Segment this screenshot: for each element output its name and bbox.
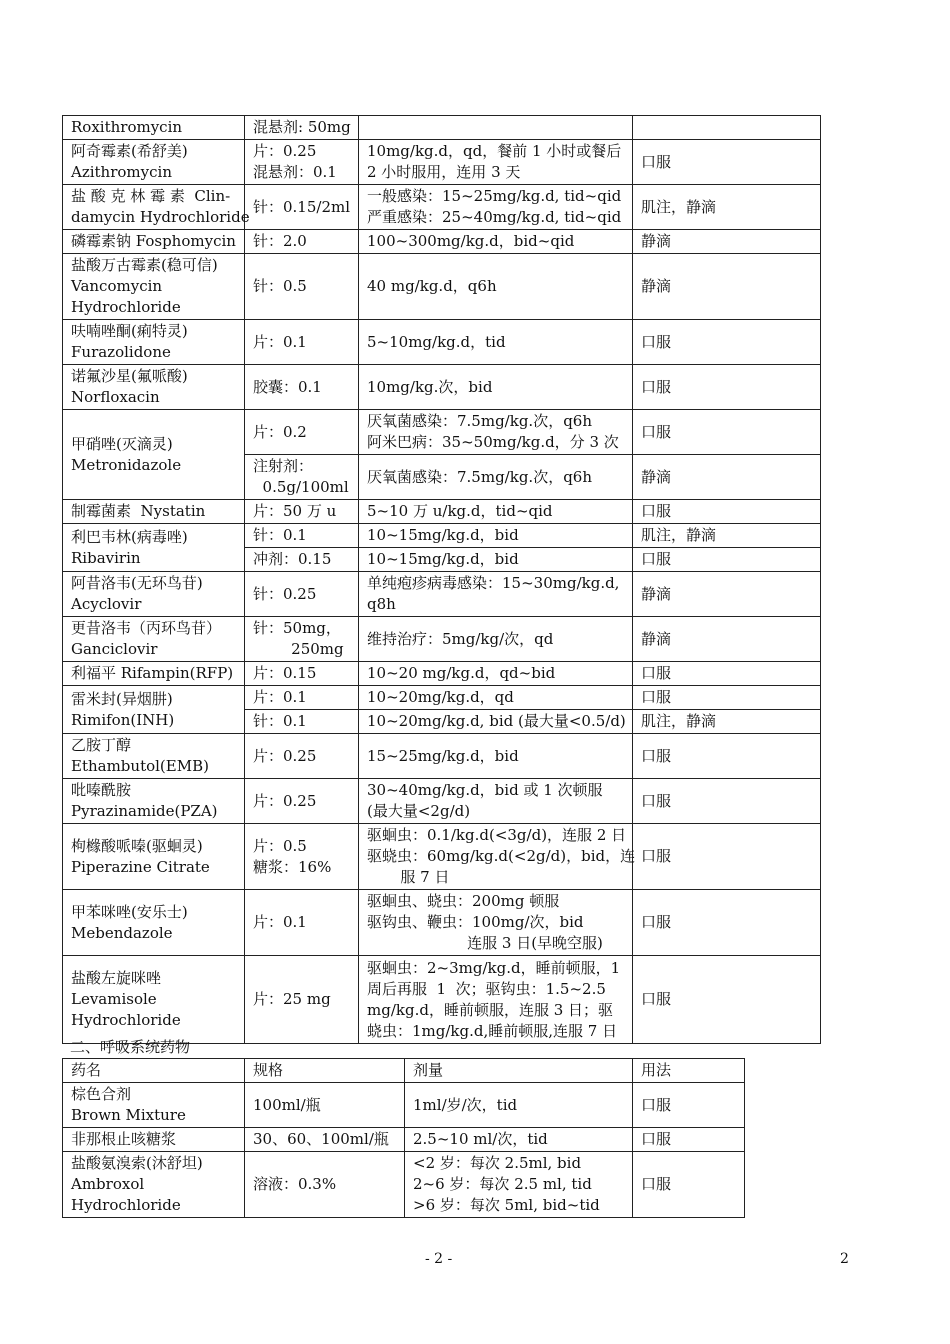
drug-name-cell <box>63 524 245 572</box>
cell-line: 非那根止咳糖浆 <box>71 1130 177 1148</box>
spec-cell <box>245 230 359 254</box>
cell-line: 厌氧菌感染：7.5mg/kg.次，q6h <box>367 467 593 486</box>
cell-line: 肌注，静滴 <box>641 197 717 216</box>
cell-line: 厌氧菌感染：7.5mg/kg.次，q6h <box>367 412 593 430</box>
cell-line: 口服 <box>641 1130 672 1148</box>
dose-cell <box>359 890 633 956</box>
header-usage: 用法 <box>633 1059 745 1083</box>
drug-name-cell <box>63 686 245 734</box>
usage-cell <box>633 662 821 686</box>
cell-line: 静滴 <box>641 232 672 250</box>
spec-cell <box>245 956 359 1044</box>
table-row <box>63 1083 745 1128</box>
spec-cell <box>245 617 359 662</box>
page-corner-number: 2 <box>840 1251 849 1267</box>
cell-line: 口服 <box>641 422 672 441</box>
table-row <box>63 140 821 185</box>
cell-line: Rimifon(INH) <box>71 710 175 729</box>
spec-cell <box>245 410 359 455</box>
spec-cell <box>245 890 359 956</box>
cell-line: >6 岁：每次 5ml, bid~tid <box>413 1196 600 1214</box>
cell-line: 乙胺丁醇 <box>71 736 132 754</box>
dose-cell <box>359 617 633 662</box>
dose-cell <box>359 572 633 617</box>
cell-line: 片：0.1 <box>253 688 307 706</box>
dose-cell <box>359 734 633 779</box>
cell-line: 盐酸左旋咪唑 <box>71 969 162 987</box>
usage-cell <box>633 500 821 524</box>
header-dose: 剂量 <box>405 1059 633 1083</box>
cell-line: 针：0.15/2ml <box>253 197 351 216</box>
cell-line: 静滴 <box>641 277 672 295</box>
table-row <box>63 662 821 686</box>
usage-cell <box>633 734 821 779</box>
cell-line: 10~20mg/kg.d, bid (最大量<0.5/d) <box>367 712 626 730</box>
table-header-row <box>63 1059 745 1083</box>
spec-cell <box>245 686 359 710</box>
cell-line: 盐酸万古霉素(稳可信) <box>71 256 218 274</box>
drug-name-cell <box>63 410 245 500</box>
spec-cell <box>245 779 359 824</box>
cell-line: 胶囊：0.1 <box>253 377 322 396</box>
cell-line: 雷米封(异烟肼) <box>71 689 173 708</box>
spec-cell <box>245 365 359 410</box>
cell-line: Mebendazole <box>71 923 173 942</box>
cell-line: damycin Hydrochloride <box>71 208 250 226</box>
cell-line: 0.5g/100ml <box>253 478 349 496</box>
spec-cell <box>245 254 359 320</box>
usage-cell <box>633 824 821 890</box>
spec-cell <box>245 500 359 524</box>
spec-cell <box>245 320 359 365</box>
drug-name-cell <box>63 572 245 617</box>
drug-name-cell <box>63 1083 245 1128</box>
drug-name-cell <box>63 890 245 956</box>
dose-cell <box>359 686 633 710</box>
cell-line: 40 mg/kg.d，q6h <box>367 277 497 295</box>
cell-line: 片：0.1 <box>253 913 307 931</box>
cell-line: 口服 <box>641 1095 672 1114</box>
usage-cell <box>633 686 821 710</box>
usage-cell <box>633 140 821 185</box>
cell-line: 100~300mg/kg.d，bid~qid <box>367 232 575 250</box>
cell-line: Hydrochloride <box>71 1011 181 1029</box>
cell-line: 10mg/kg.d，qd，餐前 1 小时或餐后 <box>367 142 622 160</box>
cell-line: 2~6 岁：每次 2.5 ml, tid <box>413 1175 592 1193</box>
table-row <box>63 890 821 956</box>
usage-cell <box>633 617 821 662</box>
usage-cell <box>633 1128 745 1152</box>
cell-line: q8h <box>367 595 396 613</box>
dose-cell <box>359 410 633 455</box>
cell-line: <2 岁：每次 2.5ml, bid <box>413 1154 582 1172</box>
table-row <box>63 230 821 254</box>
table-row <box>63 254 821 320</box>
spec-cell <box>245 1152 405 1218</box>
cell-line: 针：0.25 <box>253 584 317 603</box>
cell-line: 诺氟沙星(氟哌酸) <box>71 367 188 385</box>
table-row <box>63 524 821 548</box>
usage-cell <box>633 254 821 320</box>
cell-line: 片：0.15 <box>253 664 317 682</box>
cell-line: 驱蛔虫、蛲虫：200mg 顿服 <box>367 892 560 910</box>
cell-line: Azithromycin <box>71 163 172 181</box>
table-row <box>63 956 821 1044</box>
dose-cell <box>359 230 633 254</box>
cell-line: Hydrochloride <box>71 298 181 316</box>
dose-cell <box>359 365 633 410</box>
table-row <box>63 617 821 662</box>
table-row <box>63 734 821 779</box>
spec-cell <box>245 548 359 572</box>
cell-line: 口服 <box>641 913 672 931</box>
dose-cell <box>359 662 633 686</box>
usage-cell <box>633 1152 745 1218</box>
drug-name-cell <box>63 734 245 779</box>
cell-line: 服 7 日 <box>367 868 450 886</box>
cell-line: Furazolidone <box>71 343 171 361</box>
cell-line: 连服 3 日(早晚空服) <box>367 934 603 952</box>
cell-line: 口服 <box>641 990 672 1008</box>
cell-line: 口服 <box>641 1175 672 1193</box>
table-row <box>63 824 821 890</box>
cell-line: 片：0.1 <box>253 332 307 351</box>
spec-cell <box>245 572 359 617</box>
drug-name-cell <box>63 617 245 662</box>
cell-line: 口服 <box>641 550 672 568</box>
cell-line: 2.5~10 ml/次，tid <box>413 1130 548 1148</box>
table-row <box>63 1128 745 1152</box>
usage-cell <box>633 710 821 734</box>
cell-line: Acyclovir <box>71 595 142 613</box>
table-row <box>63 686 821 710</box>
cell-line: 溶液：0.3% <box>253 1175 337 1193</box>
drug-name-cell <box>63 500 245 524</box>
cell-line: 针：0.5 <box>253 277 307 295</box>
cell-line: 冲剂：0.15 <box>253 550 332 568</box>
cell-line: 250mg <box>253 640 344 658</box>
cell-line: 口服 <box>641 502 672 520</box>
cell-line: Norfloxacin <box>71 388 160 406</box>
cell-line: 口服 <box>641 332 672 351</box>
cell-line: 10~20 mg/kg.d，qd~bid <box>367 664 556 682</box>
usage-cell <box>633 1083 745 1128</box>
drug-name-cell <box>63 185 250 230</box>
spec-cell <box>245 824 359 890</box>
dose-cell <box>405 1152 633 1218</box>
cell-line: 盐 酸 克 林 霉 素 Clin- <box>71 187 231 205</box>
dose-cell <box>359 185 633 230</box>
cell-line: 口服 <box>641 377 672 396</box>
cell-line: 驱蛔虫：2~3mg/kg.d，睡前顿服，1 <box>367 958 621 977</box>
dose-cell <box>359 116 633 140</box>
table-row <box>63 779 821 824</box>
cell-line: Pyrazinamide(PZA) <box>71 802 218 820</box>
header-spec: 规格 <box>245 1059 405 1083</box>
cell-line: Hydrochloride <box>71 1196 181 1214</box>
usage-cell <box>633 548 821 572</box>
cell-line: 糖浆：16% <box>253 857 332 876</box>
dose-cell <box>405 1083 633 1128</box>
drug-name-cell <box>63 779 245 824</box>
dose-cell <box>359 710 633 734</box>
cell-line: 呋喃唑酮(痢特灵) <box>71 322 188 340</box>
dose-cell <box>359 455 633 500</box>
drug-name-cell <box>63 230 245 254</box>
cell-line: Vancomycin <box>71 277 163 295</box>
cell-line: 静滴 <box>641 467 672 486</box>
cell-line: 10~15mg/kg.d，bid <box>367 526 519 544</box>
table-row <box>63 572 821 617</box>
cell-line: 片：0.25 <box>253 791 317 810</box>
cell-line: 肌注，静滴 <box>641 526 717 544</box>
cell-line: 周后再服 1 次；驱钩虫：1.5~2.5 <box>367 979 606 998</box>
cell-line: 利巴韦林(病毒唑) <box>71 527 188 546</box>
cell-line: 混悬剂：0.1 <box>253 163 337 181</box>
cell-line: 阿米巴病：35~50mg/kg.d，分 3 次 <box>367 433 619 451</box>
spec-cell <box>245 710 359 734</box>
cell-line: 2 小时服用，连用 3 天 <box>367 163 521 181</box>
cell-line: 30、60、100ml/瓶 <box>253 1130 389 1148</box>
spec-cell <box>245 524 359 548</box>
cell-line: 混悬剂: 50mg <box>253 118 351 136</box>
cell-line: 口服 <box>641 664 672 682</box>
cell-line: 口服 <box>641 746 672 765</box>
cell-line: 单纯疱疹病毒感染：15~30mg/kg.d, <box>367 574 620 592</box>
spec-cell <box>245 1128 405 1152</box>
cell-line: 30~40mg/kg.d，bid 或 1 次顿服 <box>367 781 603 799</box>
cell-line: 片：50 万 u <box>253 502 337 520</box>
cell-line: 口服 <box>641 152 672 171</box>
cell-line: 10mg/kg.次，bid <box>367 377 493 396</box>
cell-line: 5~10mg/kg.d，tid <box>367 332 506 351</box>
usage-cell <box>633 524 821 548</box>
cell-line: 磷霉素钠 Fosphomycin <box>71 232 236 250</box>
cell-line: 维持治疗：5mg/kg/次，qd <box>367 629 554 648</box>
usage-cell <box>633 779 821 824</box>
cell-line: Metronidazole <box>71 455 182 474</box>
cell-line: 10~20mg/kg.d，qd <box>367 688 514 706</box>
table-row <box>63 320 821 365</box>
cell-line: 口服 <box>641 847 672 865</box>
cell-line: Ethambutol(EMB) <box>71 757 209 775</box>
cell-line: 更昔洛韦（丙环鸟苷） <box>71 619 222 637</box>
spec-cell <box>245 1083 405 1128</box>
section-title: 二、呼吸系统药物 <box>70 1038 191 1056</box>
cell-line: 盐酸氨溴索(沐舒坦) <box>71 1154 203 1172</box>
cell-line: 5~10 万 u/kg.d，tid~qid <box>367 502 553 520</box>
spec-cell <box>245 140 359 185</box>
table-row <box>63 500 821 524</box>
spec-cell <box>245 662 359 686</box>
dose-cell <box>359 956 633 1044</box>
cell-line: 注射剂： <box>253 457 314 475</box>
usage-cell <box>633 956 821 1044</box>
cell-line: 静滴 <box>641 629 672 648</box>
table-row <box>63 185 821 230</box>
cell-line: 针：50mg， <box>253 619 341 637</box>
cell-line: 片：0.5 <box>253 836 307 855</box>
cell-line: 驱蛲虫：60mg/kg.d(<2g/d)，bid，连 <box>367 847 636 865</box>
cell-line: (最大量<2g/d) <box>367 802 471 820</box>
cell-line: 一般感染：15~25mg/kg.d, tid~qid <box>367 187 622 205</box>
drug-name-cell <box>63 662 245 686</box>
cell-line: 口服 <box>641 791 672 810</box>
drug-name-cell <box>63 140 245 185</box>
cell-line: Piperazine Citrate <box>71 857 210 876</box>
dose-cell <box>359 524 633 548</box>
cell-line: 驱蛔虫：0.1/kg.d(<3g/d)，连服 2 日 <box>367 826 627 844</box>
cell-line: 利福平 Rifampin(RFP) <box>71 664 234 682</box>
cell-line: 肌注，静滴 <box>641 712 717 730</box>
spec-cell <box>245 116 359 140</box>
dose-cell <box>359 140 633 185</box>
cell-line: 片：0.2 <box>253 422 307 441</box>
table-row <box>63 410 821 455</box>
cell-line: 1ml/岁/次，tid <box>413 1095 518 1114</box>
cell-line: 片：0.25 <box>253 142 317 160</box>
drug-name-cell <box>63 365 245 410</box>
cell-line: 静滴 <box>641 584 672 603</box>
cell-line: 100ml/瓶 <box>253 1095 321 1114</box>
table-row <box>63 1152 745 1218</box>
usage-cell <box>633 455 821 500</box>
drug-name-cell <box>63 1152 245 1218</box>
dose-cell <box>359 548 633 572</box>
cell-line: 甲苯咪唑(安乐士) <box>71 902 188 921</box>
respiratory-drug-table <box>62 1058 745 1218</box>
cell-line: 严重感染：25~40mg/kg.d, tid~qid <box>367 208 622 226</box>
page-number-label: - 2 - <box>425 1251 453 1267</box>
usage-cell <box>633 890 821 956</box>
cell-line: 棕色合剂 <box>71 1085 132 1103</box>
usage-cell <box>633 185 821 230</box>
cell-line: Ribavirin <box>71 548 141 567</box>
drug-name-cell <box>63 116 245 140</box>
cell-line: Ganciclovir <box>71 640 158 658</box>
spec-cell <box>245 185 359 230</box>
cell-line: mg/kg.d，睡前顿服，连服 3 日；驱 <box>367 1000 614 1019</box>
cell-line: 片：25 mg <box>253 990 331 1008</box>
usage-cell <box>633 572 821 617</box>
cell-line: 制霉菌素 Nystatin <box>71 502 206 520</box>
cell-line: 驱钩虫、鞭虫：100mg/次，bid <box>367 913 584 931</box>
cell-line: Ambroxol <box>71 1175 145 1193</box>
spec-cell <box>245 455 359 500</box>
usage-cell <box>633 116 821 140</box>
cell-line: 蛲虫：1mg/kg.d,睡前顿服,连服 7 日 <box>367 1021 618 1040</box>
drug-name-cell <box>63 824 245 890</box>
cell-line: Roxithromycin <box>71 118 183 136</box>
cell-line: 针：2.0 <box>253 232 307 250</box>
table-row <box>63 116 821 140</box>
spec-cell <box>245 734 359 779</box>
cell-line: 枸橼酸哌嗪(驱蛔灵) <box>71 836 203 855</box>
drug-name-cell <box>63 1128 245 1152</box>
cell-line: 阿奇霉素(希舒美) <box>71 142 188 160</box>
cell-line: Brown Mixture <box>71 1106 186 1124</box>
usage-cell <box>633 230 821 254</box>
antimicrobial-drug-table <box>62 115 821 1044</box>
cell-line: 吡嗪酰胺 <box>71 781 132 799</box>
usage-cell <box>633 365 821 410</box>
cell-line: 10~15mg/kg.d，bid <box>367 550 519 568</box>
dose-cell <box>359 500 633 524</box>
cell-line: 针：0.1 <box>253 526 307 544</box>
cell-line: Levamisole <box>71 990 157 1008</box>
dose-cell <box>359 254 633 320</box>
header-drug-name: 药名 <box>63 1059 245 1083</box>
dose-cell <box>405 1128 633 1152</box>
drug-name-cell <box>63 320 245 365</box>
dose-cell <box>359 824 636 890</box>
usage-cell <box>633 410 821 455</box>
cell-line: 口服 <box>641 688 672 706</box>
cell-line: 片：0.25 <box>253 746 317 765</box>
cell-line: 阿昔洛韦(无环鸟苷) <box>71 574 203 592</box>
cell-line: 甲硝唑(灭滴灵) <box>71 434 173 453</box>
drug-name-cell <box>63 956 245 1044</box>
cell-line: 15~25mg/kg.d，bid <box>367 746 519 765</box>
usage-cell <box>633 320 821 365</box>
dose-cell <box>359 779 633 824</box>
drug-name-cell <box>63 254 245 320</box>
table-row <box>63 365 821 410</box>
cell-line: 针：0.1 <box>253 712 307 730</box>
dose-cell <box>359 320 633 365</box>
